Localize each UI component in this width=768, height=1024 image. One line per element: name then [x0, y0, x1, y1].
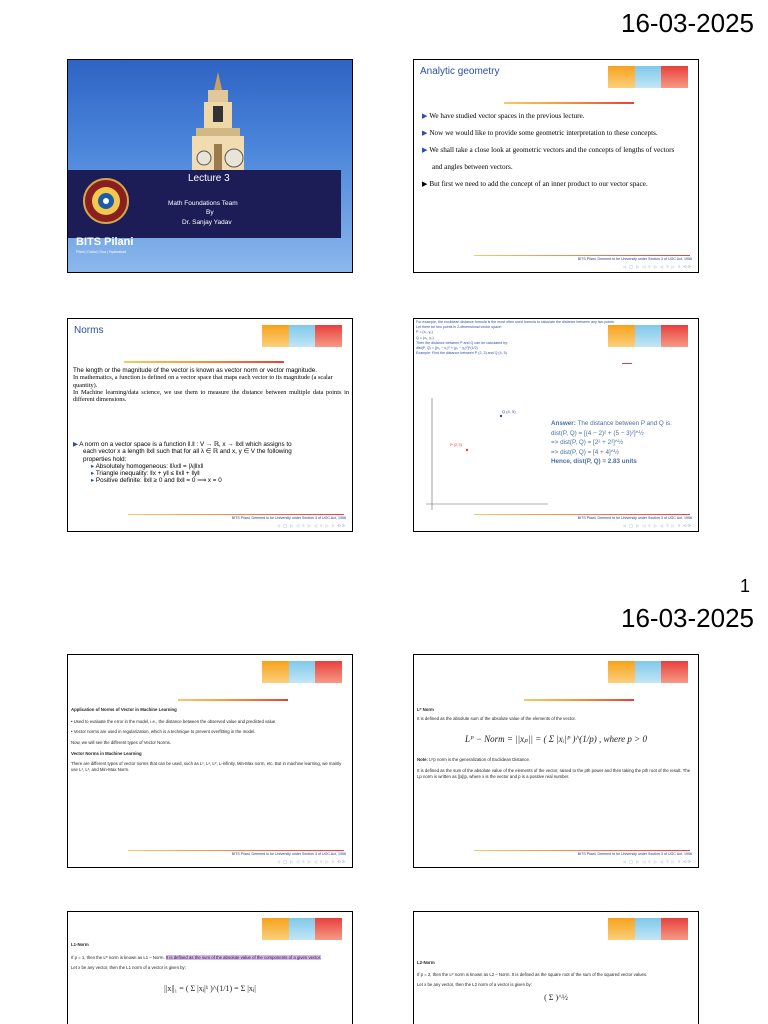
author-name: Dr. Sanjay Yadav	[182, 219, 232, 226]
nav-controls[interactable]: ◁ ▢ ▷ ◁ ≡ ▷ ◁ ≡ ▷ ≡ ⟲⟳	[622, 264, 692, 269]
slide-distance-example	[413, 318, 699, 532]
section-heading: Vector Norms in Machine Learning	[71, 750, 142, 756]
paragraph: If p = 2, then the Lᴾ norm is known as L2 – Norm. It is defined as the square root of the sum of the squared vector values.	[417, 972, 648, 978]
lp-norm-content	[417, 707, 695, 780]
footer-rule	[128, 850, 344, 851]
page-date: 16-03-2025	[621, 603, 754, 633]
header-rule	[124, 361, 284, 363]
header-banner	[262, 918, 342, 940]
slide-norm-applications	[67, 654, 353, 868]
property-list	[73, 463, 303, 485]
slide-heading: Norms	[74, 325, 104, 336]
slide-l2-norm	[413, 911, 699, 1024]
l2-norm-content	[417, 960, 695, 1001]
small-red-rule	[622, 363, 632, 364]
answer-block	[551, 419, 699, 467]
bullet-item: • Vector norms are used in regularization, which is a technique to prevent overfitting in the model.	[71, 729, 256, 735]
norms-intro	[73, 367, 349, 403]
footer-rule	[128, 514, 344, 515]
bullet-item: • Used to evaluate the error in the model, i.e., the distance between the observed value and predicted value.	[71, 719, 277, 725]
footer-rule	[474, 255, 690, 256]
paragraph: Now, we will see the different types of Vector Norms.	[71, 739, 171, 745]
property-item: ▸ Triangle inequality: ‖x + y‖ ≤ ‖x‖ + ‖y‖	[91, 470, 200, 478]
paragraph: In Machine learning/data science, we use them to measure the distance between multiple data points in different dimensions.	[73, 388, 349, 404]
distance-text	[416, 320, 621, 356]
answer-result: Hence, dist(P, Q) = 2.83 units	[551, 458, 637, 465]
point-q	[500, 415, 502, 417]
section-heading: L1-Norm	[71, 942, 89, 947]
header-rule	[178, 699, 288, 701]
footer-rule	[474, 514, 690, 515]
l1-norm-content	[71, 942, 349, 992]
brand-name: BITS Pilani	[76, 236, 134, 248]
nav-controls[interactable]: ◁ ▢ ▷ ◁ ≡ ▷ ◁ ≡ ▷ ≡ ⟲⟳	[276, 523, 346, 528]
text-line: dist(P, Q) = [(x₂ − x₁)² + (y₂ − y₁)²]^(1/2)	[416, 346, 478, 351]
paragraph: Let x be any vector, then the L1 norm of a vector is given by:	[71, 965, 186, 971]
team-name: Math Foundations Team	[168, 200, 238, 207]
answer-line: Answer: The distance between P and Q is:	[551, 420, 672, 427]
slide-norms	[67, 318, 353, 532]
bits-logo	[82, 177, 130, 225]
slide-heading: Analytic geometry	[420, 66, 500, 77]
text-line: Let there be two points in 2-dimensional vector space:	[416, 325, 502, 330]
nav-controls[interactable]: ◁ ▢ ▷ ◁ ≡ ▷ ◁ ≡ ▷ ≡ ⟲⟳	[276, 859, 346, 864]
slide-lp-norm	[413, 654, 699, 868]
answer-step: => dist(P, Q) = [2² + 2²]^½	[551, 439, 624, 446]
text-line: Q = (x₂, y₂)	[416, 335, 434, 340]
footer-text: BITS Pilani, Deemed to be University under Section 3 of UGC Act, 1956	[231, 516, 346, 520]
footer-text: BITS Pilani, Deemed to be University under Section 3 of UGC Act, 1956	[577, 257, 692, 261]
bullet-item: ▶ We have studied vector spaces in the previous lecture.	[422, 112, 585, 120]
definition-item: ▶ A norm on a vector space is a function ‖.‖ : V → ℝ, x → ‖x‖ which assigns to each vector x a length ‖x‖ such that for all λ ∈ ℝ and x, y ∈ V the following properties hold:	[73, 441, 292, 463]
bullet-list	[422, 108, 684, 193]
header-banner	[262, 661, 342, 683]
l2-formula: ( Σ )^½	[544, 992, 568, 1002]
coordinate-plot	[422, 394, 552, 519]
point-p	[466, 449, 468, 451]
footer-text: BITS Pilani, Deemed to be University under Section 3 of UGC Act, 1956	[577, 852, 692, 856]
header-rule	[504, 102, 634, 104]
paragraph: Let x be any vector, then the L2 norm of a vector is given by:	[417, 982, 532, 988]
point-p-label: P (2,3)	[450, 442, 462, 447]
applications-content	[71, 707, 349, 773]
text-line: For example, the euclidean distance formula is the most often used formula to calculate the distance between any two points.	[416, 320, 615, 324]
footer-rule	[474, 850, 690, 851]
section-heading: Lᴾ Norm	[417, 707, 434, 712]
bullet-item: ▶ Now we would like to provide some geometric interpretation to these concepts.	[422, 129, 658, 137]
header-banner	[608, 918, 688, 940]
footer-text: BITS Pilani, Deemed to be University under Section 3 of UGC Act, 1956	[231, 852, 346, 856]
by-label: By	[206, 209, 214, 216]
answer-step: dist(P, Q) = [(4 − 2)² + (5 − 3)²]^½	[551, 429, 644, 437]
slide-l1-norm	[67, 911, 353, 1024]
nav-controls[interactable]: ◁ ▢ ▷ ◁ ≡ ▷ ◁ ≡ ▷ ≡ ⟲⟳	[622, 859, 692, 864]
paragraph: If p = 1, then the Lᴾ norm is known as L1 – Norm. It is defined as the sum of the absolute value of the components of a given vector.	[71, 955, 322, 961]
section-heading: L2-Norm	[417, 960, 435, 965]
header-rule	[524, 699, 634, 701]
brand-tagline: Pilani | Dubai | Goa | Hyderabad	[76, 250, 127, 254]
page-date: 16-03-2025	[621, 8, 754, 38]
slide-analytic-geometry	[413, 59, 699, 273]
paragraph: It is defined as the sum of the absolute value of the elements of the vector, raised to the pth power and then taking the pth root of the result. The Lp norm is written as ||x||p, where x is the vector and p is a positive real number.	[417, 767, 691, 780]
paragraph: There are different types of vector norms that can be used, such as L¹, L², Lᴾ, L-infinity, Min-Max norm, etc. But in machine learning, we mainly use L¹, L², and Min-Max Norm.	[71, 761, 342, 773]
bullet-item: ▶ But first we need to add the concept of an inner product to our vector space.	[422, 180, 648, 188]
header-banner	[608, 661, 688, 683]
lecture-title: Lecture 3	[188, 173, 230, 184]
norm-definition	[73, 441, 303, 485]
point-q-label: Q (4, 5)	[502, 409, 516, 414]
footer-text: BITS Pilani, Deemed to be University under Section 3 of UGC Act, 1956	[577, 516, 692, 520]
text-line: Example: Find the distance between P (2, 3) and Q (4, 5).	[416, 351, 508, 356]
property-item: ▸ Positive definite: ‖x‖ ≥ 0 and ‖x‖ = 0 ⟹ x = 0	[91, 477, 222, 485]
paragraph: In mathematics, a function is defined on a vector space that maps each vector to its magnitude (a scalar quantity).	[73, 374, 333, 389]
header-banner	[262, 325, 342, 347]
header-banner	[608, 66, 688, 88]
l1-formula: ||x||₁ = ( Σ |xⱼ|¹ )^(1/1) = Σ |xⱼ|	[164, 983, 256, 993]
page-number: 1	[739, 576, 750, 596]
nav-controls[interactable]: ◁ ▢ ▷ ◁ ≡ ▷ ◁ ≡ ▷ ≡ ⟲⟳	[622, 523, 692, 528]
lp-formula: Lᴾ − Norm = ||xₚ|| = ( Σ |xᵢ|ᴾ )^(1/p) , where p > 0	[465, 734, 647, 745]
answer-step: => dist(P, Q) = [4 + 4]^½	[551, 448, 619, 456]
slide-title	[67, 59, 353, 273]
bullet-item: ▶ We shall take a close look at geometric vectors and the concepts of lengths of vectors and angles between vectors.	[422, 146, 675, 171]
note-line: Note: Lᴾp norm is the generalization of Euclidean Distance.	[417, 756, 531, 762]
section-heading: Application of Norms of Vector in Machine Learning	[71, 707, 177, 712]
paragraph: The length or the magnitude of the vector is known as vector norm or vector magnitude.	[73, 367, 317, 374]
paragraph: It is defined as the absolute sum of the absolute value of the elements of the vector.	[417, 716, 576, 722]
text-line: P = (x₁, y₁)	[416, 330, 433, 335]
text-line: Then the distance between P and Q can be calculated by:	[416, 340, 509, 345]
property-item: ▸ Absolutely homogeneous: ‖λx‖ = |λ|‖x‖	[91, 462, 204, 470]
